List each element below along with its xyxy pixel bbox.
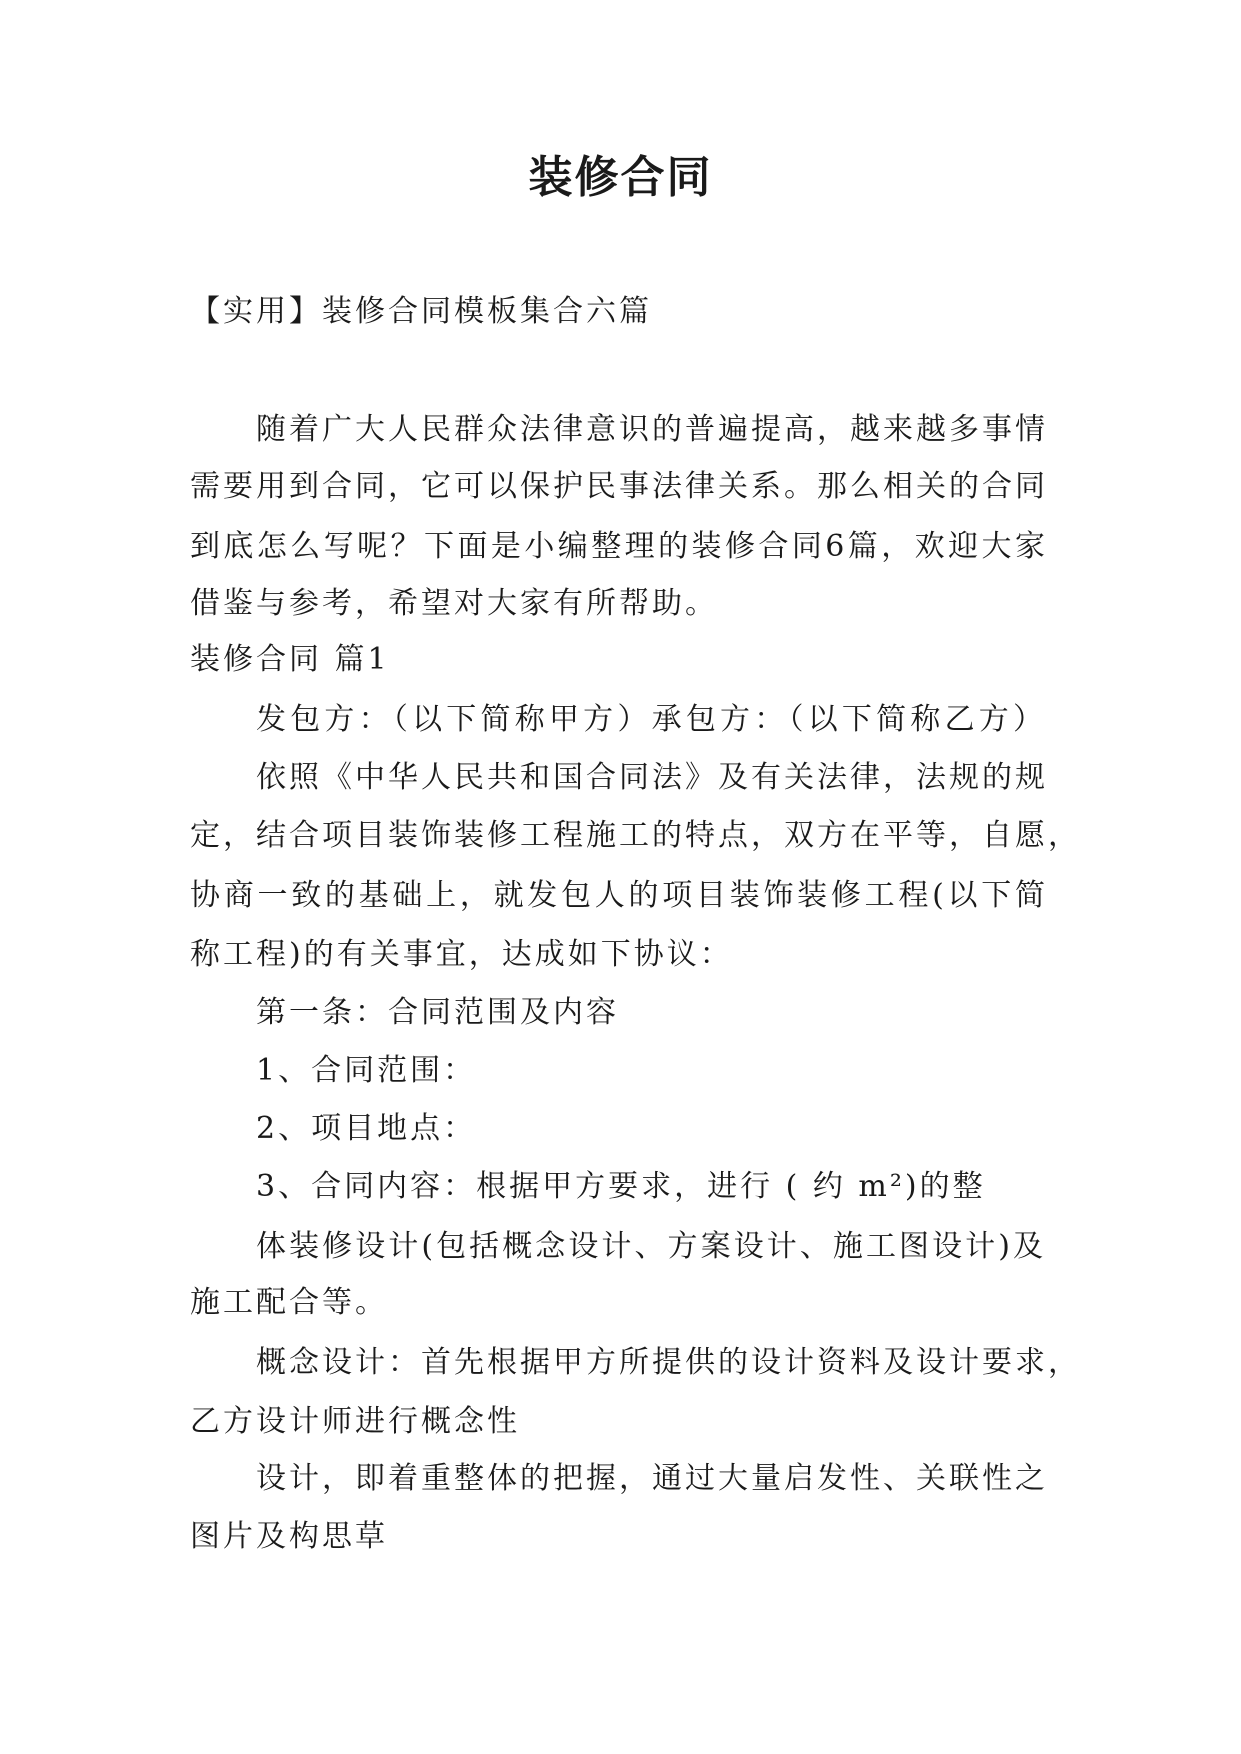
body-line-18: 乙方设计师进行概念性 [190,1404,520,1439]
body-line-10: 称工程)的有关事宜，达成如下协议： [190,937,733,972]
body-line-19: 设计，即着重整体的把握，通过大量启发性、关联性之 [256,1461,1048,1496]
body-line-2: 需要用到合同，它可以保护民事法律关系。那么相关的合同 [190,469,1048,504]
body-line-8: 定，结合项目装饰装修工程施工的特点，双方在平等，自愿， [190,818,1081,853]
body-line-1: 随着广大人民群众法律意识的普遍提高，越来越多事情 [256,412,1048,447]
body-line-4: 借鉴与参考，希望对大家有所帮助。 [190,586,718,621]
body-line-15: 体装修设计(包括概念设计、方案设计、施工图设计)及 [256,1229,1046,1264]
body-line-16: 施工配合等。 [190,1285,388,1320]
body-line-13: 2、项目地点： [256,1111,477,1146]
body-line-12: 1、合同范围： [256,1053,477,1088]
body-line-6: 发包方：（以下简称甲方）承包方：（以下简称乙方） [256,702,1046,737]
body-line-9: 协商一致的基础上，就发包人的项目装饰装修工程(以下简 [190,878,1048,913]
body-line-20: 图片及构思草 [190,1519,388,1554]
article-heading: 第一条：合同范围及内容 [256,995,619,1030]
body-line-3: 到底怎么写呢？下面是小编整理的装修合同6篇，欢迎大家 [190,529,1048,564]
body-line-7: 依照《中华人民共和国合同法》及有关法律，法规的规 [256,760,1048,795]
page-title: 装修合同 [528,152,713,203]
section-heading: 装修合同 篇1 [190,642,390,677]
body-line-17: 概念设计：首先根据甲方所提供的设计资料及设计要求， [256,1345,1081,1380]
document-subtitle: 【实用】装修合同模板集合六篇 [190,294,652,329]
body-line-14: 3、合同内容：根据甲方要求，进行 ( 约 m²)的整 [256,1169,986,1204]
